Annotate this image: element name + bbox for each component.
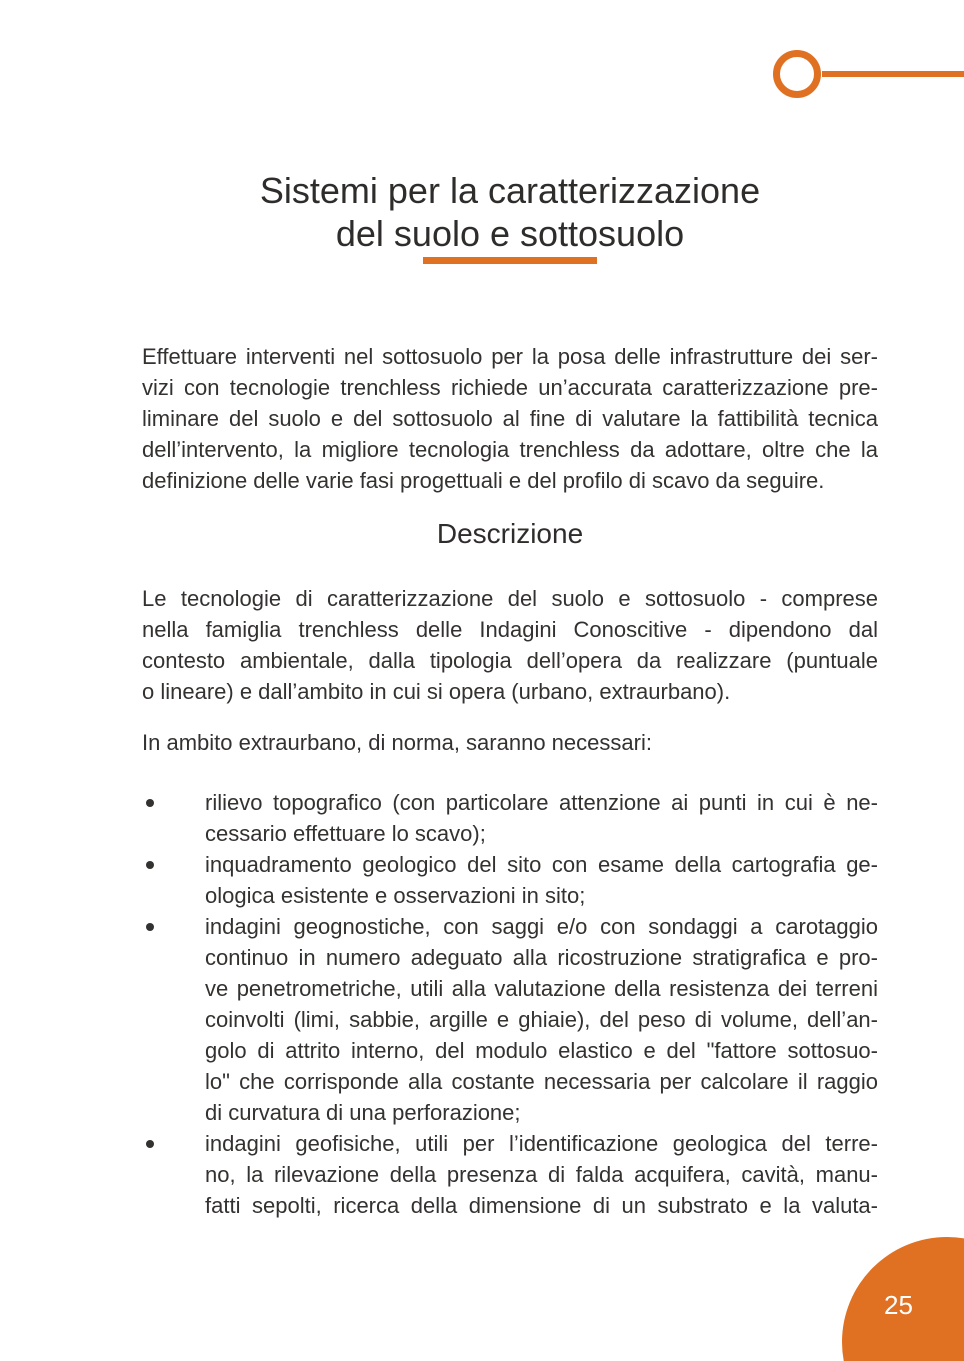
bullet-icon	[146, 923, 154, 931]
list-item-line: ologica esistente e osservazioni in sito;	[205, 883, 586, 908]
description-paragraph	[142, 583, 878, 707]
list-item-line: indagini geognostiche, con saggi e/o con sondaggi a carotaggio	[205, 914, 878, 939]
page-title	[142, 169, 878, 255]
page-title-line-2: del suolo e sottosuolo	[335, 213, 685, 254]
paragraph-line: definizione delle varie fasi progettuali e del profilo di scavo da seguire.	[142, 468, 825, 493]
list-item-line: inquadramento geologico del sito con esame della cartografia ge-	[205, 852, 878, 877]
intro-paragraph	[142, 341, 878, 496]
list-item-line: golo di attrito interno, del modulo elastico e del "fattore sottosuo-	[205, 1038, 878, 1063]
paragraph-line: liminare del suolo e del sottosuolo al fine di valutare la fattibilità tecnica	[142, 406, 878, 431]
header-rule-line	[822, 71, 964, 77]
paragraph-line: contesto ambientale, dalla tipologia dell’opera da realizzare (puntuale	[142, 648, 878, 673]
page-number-badge	[842, 1237, 964, 1361]
paragraph-line: o lineare) e dall’ambito in cui si opera (urbano, extraurbano).	[142, 679, 731, 704]
paragraph-line: dell’intervento, la migliore tecnologia trenchless da adottare, oltre che la	[142, 437, 878, 462]
paragraph-line: vizi con tecnologie trenchless richiede un’accurata caratterizzazione pre-	[142, 375, 878, 400]
paragraph-line: Effettuare interventi nel sottosuolo per la posa delle infrastrutture dei ser-	[142, 344, 878, 369]
list-item-line: coinvolti (limi, sabbie, argille e ghiaie), del peso di volume, dell’an-	[205, 1007, 878, 1032]
page-title-line-1: Sistemi per la caratterizzazione	[259, 170, 761, 211]
list-intro: In ambito extraurbano, di norma, saranno necessari:	[142, 730, 652, 755]
list-item-line: lo" che corrisponde alla costante necessaria per calcolare il raggio	[205, 1069, 878, 1094]
list-item-line: rilievo topografico (con particolare attenzione ai punti in cui è ne-	[205, 790, 878, 815]
ring-decoration-icon	[773, 50, 821, 98]
section-heading: Descrizione	[436, 518, 584, 549]
bullet-icon	[146, 799, 154, 807]
list-item-line: fatti sepolti, ricerca della dimensione di un substrato e la valuta-	[205, 1193, 878, 1218]
bullet-list	[142, 787, 878, 1221]
list-item-line: no, la rilevazione della presenza di falda acquifera, cavità, manu-	[205, 1162, 878, 1187]
bullet-icon	[146, 861, 154, 869]
list-item-line: cessario effettuare lo scavo);	[205, 821, 486, 846]
bullet-icon	[146, 1140, 154, 1148]
paragraph-line: nella famiglia trenchless delle Indagini Conoscitive - dipendono dal	[142, 617, 878, 642]
title-underline	[423, 257, 597, 264]
page-number: 25	[884, 1290, 913, 1320]
list-item-line: continuo in numero adeguato alla ricostruzione stratigrafica e pro-	[205, 945, 878, 970]
list-item	[142, 787, 878, 849]
list-item-line: indagini geofisiche, utili per l’identificazione geologica del terre-	[205, 1131, 878, 1156]
list-item-line: ve penetrometriche, utili alla valutazione della resistenza dei terreni	[205, 976, 878, 1001]
list-item	[142, 911, 878, 1128]
paragraph-line: Le tecnologie di caratterizzazione del suolo e sottosuolo - comprese	[142, 586, 878, 611]
list-item	[142, 849, 878, 911]
list-item-line: di curvatura di una perforazione;	[205, 1100, 521, 1125]
list-item	[142, 1128, 878, 1221]
